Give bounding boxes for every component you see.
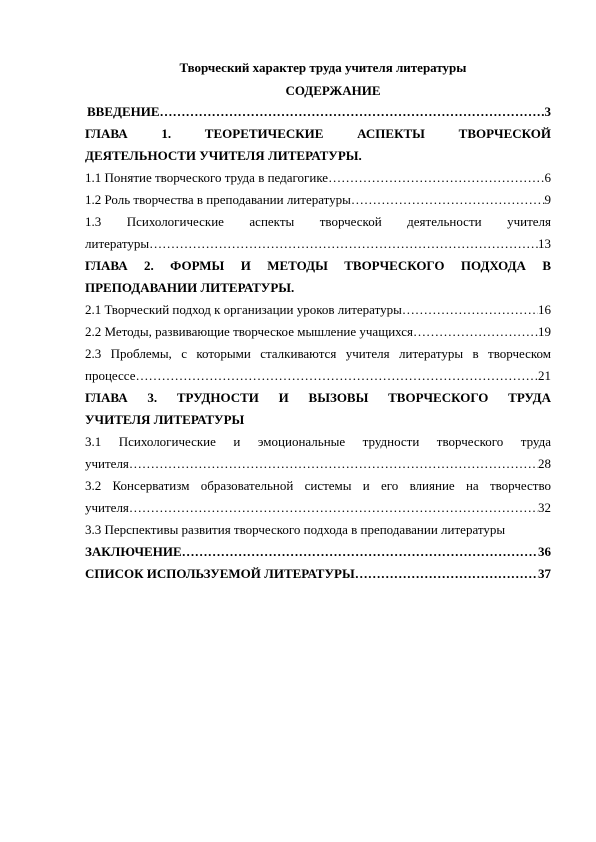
toc-entry-conclusion[interactable] [85,541,551,563]
toc-entry-page: 16 [538,302,551,317]
toc-entry-page: 28 [538,456,551,471]
toc-leader-dots [129,453,538,475]
toc-leader-dots [328,167,544,189]
toc-entry-page: 36 [538,544,551,559]
toc-entry-text: учителя [85,456,129,471]
toc-entry-page: 37 [538,566,551,581]
toc-entry-text: ВВЕДЕНИЕ [87,104,160,119]
toc-chapter-3-line1[interactable]: ГЛАВА 3. ТРУДНОСТИ И ВЫЗОВЫ ТВОРЧЕСКОГО ТРУДА [85,390,551,405]
toc-content [85,58,551,585]
toc-entry-page: 21 [538,368,551,383]
toc-entry-3-2-line1[interactable]: 3.2 Консерватизм образовательной системы и его влияние на творчество [85,478,551,493]
toc-entry-page: .3 [541,104,551,119]
toc-entry-2-2[interactable] [85,321,551,343]
document-title: Творческий характер труда учителя литературы [179,60,467,75]
toc-leader-dots [351,189,545,211]
toc-entry-introduction[interactable] [85,101,551,123]
toc-entry-text: СПИСОК ИСПОЛЬЗУЕМОЙ ЛИТЕРАТУРЫ [85,566,355,581]
toc-entry-text: ЗАКЛЮЧЕНИЕ [85,544,182,559]
toc-chapter-2-line2[interactable]: ПРЕПОДАВАНИИ ЛИТЕРАТУРЫ. [85,280,295,295]
toc-entry-text: 2.1 Творческий подход к организации уроков литературы [85,302,402,317]
toc-entry-text: учителя [85,500,129,515]
toc-entry-2-1[interactable] [85,299,551,321]
toc-entry-3-3[interactable]: 3.3 Перспективы развития творческого подхода в преподавании литературы [85,522,506,537]
toc-entry-1-1[interactable] [85,167,551,189]
toc-leader-dots [129,497,538,519]
toc-leader-dots [160,101,542,123]
toc-entry-page: 19 [538,324,551,339]
toc-entry-text: 1.1 Понятие творческого труда в педагогике [85,170,329,185]
toc-entry-references[interactable] [85,563,551,585]
toc-entry-3-1-line2[interactable] [85,453,551,475]
toc-entry-3-2-line2[interactable] [85,497,551,519]
toc-chapter-1-line2[interactable]: ДЕЯТЕЛЬНОСТИ УЧИТЕЛЯ ЛИТЕРАТУРЫ. [85,148,362,163]
toc-entry-page: 32 [538,500,551,515]
toc-leader-dots [149,233,538,255]
toc-entry-page: 13 [538,236,551,251]
toc-chapter-1-line1[interactable]: ГЛАВА 1. ТЕОРЕТИЧЕСКИЕ АСПЕКТЫ ТВОРЧЕСКОЙ [85,126,551,141]
toc-leader-dots [135,365,538,387]
toc-entry-text: 1.2 Роль творчества в преподавании литературы [85,192,351,207]
toc-leader-dots [402,299,538,321]
toc-leader-dots [413,321,538,343]
toc-leader-dots [182,541,538,563]
toc-entry-text: процессе [85,368,136,383]
toc-chapter-3-line2[interactable]: УЧИТЕЛЯ ЛИТЕРАТУРЫ [85,412,245,427]
toc-entry-text: 2.2 Методы, развивающие творческое мышление учащихся [85,324,414,339]
toc-entry-text: литературы [85,236,150,251]
toc-entry-3-1-line1[interactable]: 3.1 Психологические и эмоциональные трудности творческого труда [85,434,551,449]
toc-entry-page: 6 [544,170,551,185]
toc-leader-dots [355,563,538,585]
toc-entry-page: 9 [544,192,551,207]
toc-entry-1-2[interactable] [85,189,551,211]
toc-chapter-2-line1[interactable]: ГЛАВА 2. ФОРМЫ И МЕТОДЫ ТВОРЧЕСКОГО ПОДХОДА В [85,258,551,273]
toc-entry-1-3-line1[interactable]: 1.3 Психологические аспекты творческой деятельности учителя [85,214,551,229]
toc-heading: СОДЕРЖАНИЕ [285,83,381,98]
toc-entry-2-3-line2[interactable] [85,365,551,387]
toc-entry-2-3-line1[interactable]: 2.3 Проблемы, с которыми сталкиваются учителя литературы в творческом [85,346,551,361]
toc-entry-1-3-line2[interactable] [85,233,551,255]
